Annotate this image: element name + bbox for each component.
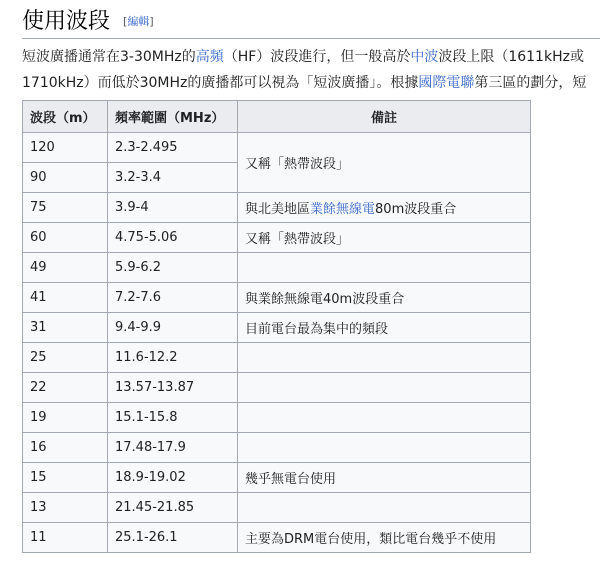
cell-band: 16: [23, 433, 108, 463]
cell-notes: 目前電台最為集中的頻段: [238, 313, 531, 343]
header-band: 波段（m）: [23, 101, 108, 133]
cell-notes: [238, 373, 531, 403]
cell-frequency: 9.4-9.9: [108, 313, 238, 343]
table-row: [23, 463, 531, 493]
intro-text: 短波廣播通常在3-30MHz的: [22, 49, 196, 65]
cell-band: 11: [23, 523, 108, 553]
table-row: [23, 373, 531, 403]
cell-notes: [238, 253, 531, 283]
intro-line-1: [22, 44, 600, 70]
cell-frequency: 17.48-17.9: [108, 433, 238, 463]
table-row: [23, 283, 531, 313]
header-frequency: 頻率範圍（MHz）: [108, 101, 238, 133]
table-row: [23, 433, 531, 463]
cell-band: 31: [23, 313, 108, 343]
cell-notes: [238, 493, 531, 523]
cell-notes: 主要為DRM電台使用，類比電台幾乎不使用: [238, 523, 531, 553]
cell-notes: [238, 433, 531, 463]
cell-band: 60: [23, 223, 108, 253]
cell-notes: [238, 343, 531, 373]
table-row: [23, 493, 531, 523]
intro-paragraph: [22, 44, 600, 96]
cell-notes: 幾乎無電台使用: [238, 463, 531, 493]
table-header-row: [23, 101, 531, 133]
cell-frequency: 25.1-26.1: [108, 523, 238, 553]
cell-band: 120: [23, 133, 108, 163]
edit-bracket-open: [: [123, 15, 128, 28]
cell-frequency: 18.9-19.02: [108, 463, 238, 493]
link-hf[interactable]: 高頻: [195, 49, 224, 65]
table-row: [23, 343, 531, 373]
link-itu[interactable]: 國際電聯: [418, 75, 475, 91]
cell-notes: 又稱「熱帶波段」: [238, 223, 531, 253]
note-text: 80m波段重合: [375, 202, 457, 217]
section-title: 使用波段: [22, 9, 111, 34]
link-medium-wave[interactable]: 中波: [410, 49, 439, 65]
cell-notes: [238, 403, 531, 433]
edit-section-link[interactable]: 編輯: [127, 15, 150, 28]
cell-notes: [238, 193, 531, 223]
cell-band: 19: [23, 403, 108, 433]
cell-band: 49: [23, 253, 108, 283]
edit-section: [123, 13, 154, 29]
edit-bracket-close: ]: [149, 15, 154, 28]
cell-frequency: 3.9-4: [108, 193, 238, 223]
cell-band: 22: [23, 373, 108, 403]
intro-text: 第三區的劃分，短: [474, 75, 587, 91]
cell-band: 90: [23, 163, 108, 193]
cell-frequency: 21.45-21.85: [108, 493, 238, 523]
intro-line-2: [22, 70, 600, 96]
table-row: [23, 523, 531, 553]
intro-text: 1710kHz）而低於30MHz的廣播都可以視為「短波廣播」。根據: [22, 75, 419, 91]
cell-frequency: 11.6-12.2: [108, 343, 238, 373]
cell-frequency: 7.2-7.6: [108, 283, 238, 313]
cell-frequency: 3.2-3.4: [108, 163, 238, 193]
table-row: [23, 313, 531, 343]
cell-notes: 與業餘無線電40m波段重合: [238, 283, 531, 313]
link-amateur-radio[interactable]: 業餘無線電: [310, 202, 376, 217]
intro-text: 波段上限（1611kHz或: [438, 49, 584, 65]
table-row: [23, 133, 531, 163]
section-heading: [22, 8, 600, 39]
table-row: [23, 193, 531, 223]
header-notes: 備註: [238, 101, 531, 133]
bands-table: [22, 100, 531, 553]
cell-band: 25: [23, 343, 108, 373]
cell-frequency: 5.9-6.2: [108, 253, 238, 283]
table-row: [23, 403, 531, 433]
table-row: [23, 253, 531, 283]
cell-frequency: 2.3-2.495: [108, 133, 238, 163]
cell-frequency: 15.1-15.8: [108, 403, 238, 433]
note-text: 與北美地區: [245, 202, 311, 217]
cell-frequency: 13.57-13.87: [108, 373, 238, 403]
cell-band: 15: [23, 463, 108, 493]
table-row: [23, 223, 531, 253]
cell-frequency: 4.75-5.06: [108, 223, 238, 253]
intro-text: （HF）波段進行，但一般高於: [223, 49, 411, 65]
cell-band: 13: [23, 493, 108, 523]
cell-band: 75: [23, 193, 108, 223]
cell-notes: 又稱「熱帶波段」: [238, 133, 531, 193]
cell-band: 41: [23, 283, 108, 313]
